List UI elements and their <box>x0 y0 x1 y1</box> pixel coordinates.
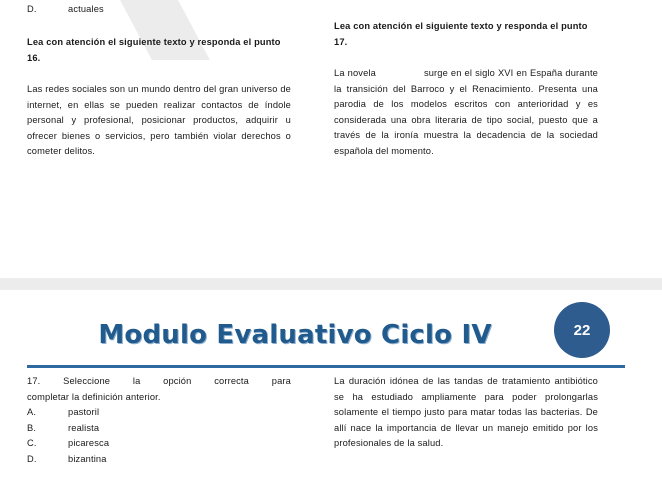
instruction-16: Lea con atención el siguiente texto y responda el punto 16. <box>27 37 281 63</box>
instruction-17: Lea con atención el siguiente texto y responda el punto 17. <box>334 21 588 47</box>
option-d-previous <box>27 2 291 18</box>
option-a <box>27 405 291 421</box>
prompt-word: la <box>132 376 141 386</box>
option-text: picaresca <box>68 438 110 449</box>
option-letter: D. <box>27 4 37 14</box>
paragraph-antibiotics: La duración idónea de las tandas de tratamiento antibiótico se ha estudiado ampliamente para poder prolongarlas solamente el tiempo justo para matar todas las bacterias. De allí nace la importancia de llevar un manejo emitido por los profesionales de la salud. <box>334 376 598 449</box>
prompt-word: para <box>271 376 291 386</box>
page-separator <box>0 278 662 290</box>
option-text: actuales <box>68 4 104 14</box>
question-17-prompt-line2: completar la definición anterior. <box>27 391 161 402</box>
paragraph-17-start: La novela <box>334 68 376 78</box>
option-c <box>27 436 291 452</box>
option-letter: C. <box>27 438 37 449</box>
header-divider <box>27 365 625 368</box>
option-letter: D. <box>27 453 37 464</box>
option-letter: B. <box>27 422 37 433</box>
page-number-badge: 22 <box>554 302 610 358</box>
paragraph-17 <box>334 66 598 160</box>
prompt-word: correcta <box>214 376 249 386</box>
question-17-prompt-line1 <box>27 374 291 390</box>
option-text: bizantina <box>68 453 107 464</box>
option-text: pastoril <box>68 407 100 418</box>
option-d <box>27 452 291 468</box>
prompt-word: opción <box>163 376 192 386</box>
question-number: 17. <box>27 376 41 386</box>
paragraph-17-rest: surge en el siglo XVI en España durante la transición del Barroco y el Renacimiento. Presenta una parodia de los modelos escritos con anterioridad y es considerada una obra literaria de tipo social, puesto que a través de la ironía muestra la decadencia de la sociedad española del momento. <box>334 68 599 156</box>
question-17 <box>27 374 291 468</box>
paragraph-16: Las redes sociales son un mundo dentro del gran universo de internet, en ellas se pueden realizar contactos de índole personal y profesional, posicionar productos, adquirir u ofrecer bienes o servicios, pero también violar derechos o cometer delitos. <box>27 84 291 157</box>
page-title: Modulo Evaluativo Ciclo IV <box>98 320 492 350</box>
option-b <box>27 421 291 437</box>
option-letter: A. <box>27 407 37 418</box>
option-text: realista <box>68 422 100 433</box>
current-page <box>0 290 662 478</box>
prompt-word: Seleccione <box>63 376 111 386</box>
